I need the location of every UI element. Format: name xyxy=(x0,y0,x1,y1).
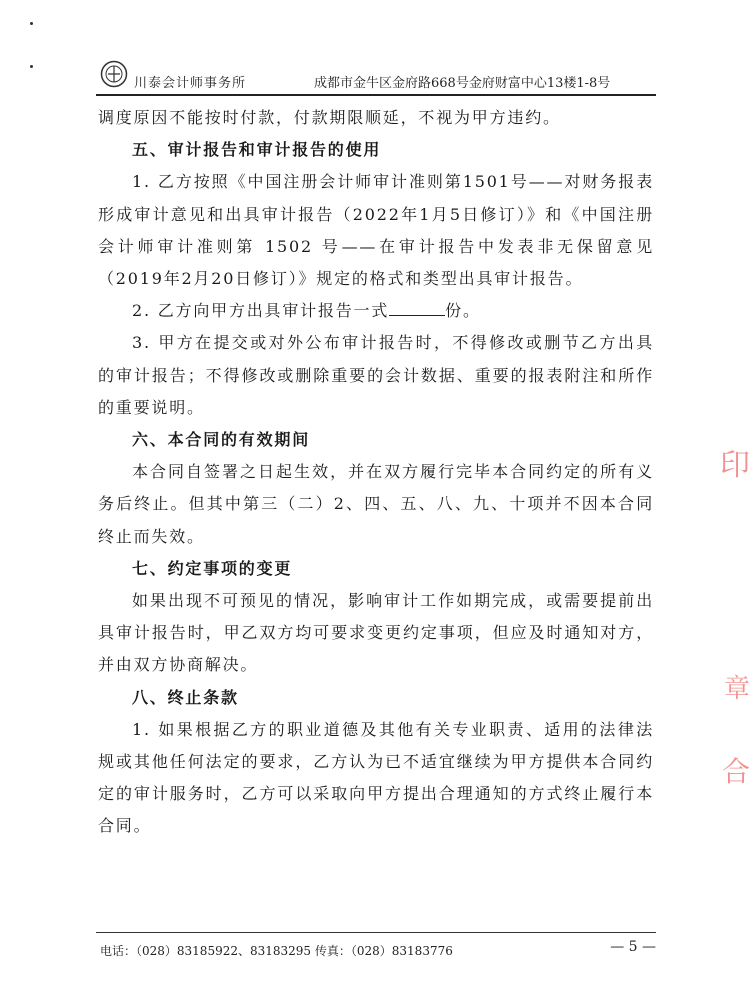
contract-body xyxy=(98,102,654,843)
firm-logo-icon xyxy=(100,60,128,88)
section-heading: 六、本合同的有效期间 xyxy=(132,430,311,450)
section-heading: 五、审计报告和审计报告的使用 xyxy=(132,140,382,160)
seal-fragment: 印 xyxy=(720,448,750,483)
page-header xyxy=(96,60,656,96)
paragraph: 如果出现不可预见的情况，影响审计工作如期完成，或需要提前出具审计报告时，甲乙双方均可要求变更约定事项，但应及时通知对方，并由双方协商解决。 xyxy=(98,591,654,675)
copies-blank xyxy=(389,301,445,316)
copies-text: 2. 乙方向甲方出具审计报告一式 xyxy=(132,301,390,321)
scan-mark xyxy=(30,65,33,68)
contact-info: 电话：（028）83185922、83183295 传真：（028）83183776 xyxy=(100,944,453,958)
page-number: — 5 — xyxy=(610,939,656,955)
paragraph xyxy=(98,295,654,327)
copies-unit: 份。 xyxy=(445,301,481,321)
firm-address: 成都市金牛区金府路668号金府财富中心13楼1-8号 xyxy=(314,76,611,91)
paragraph: 3. 甲方在提交或对外公布审计报告时，不得修改或删节乙方出具的审计报告；不得修改或删除重要的会计数据、重要的报表附注和所作的重要说明。 xyxy=(98,333,654,417)
section-heading: 七、约定事项的变更 xyxy=(132,558,293,578)
seal-fragment: 合 xyxy=(721,755,750,788)
firm-name: 川泰会计师事务所 xyxy=(134,76,247,91)
seal-fragment: 章 xyxy=(723,674,750,704)
paragraph: 1. 乙方按照《中国注册会计师审计准则第1501号——对财务报表形成审计意见和出具审计报告（2022年1月5日修订）》和《中国注册会计师审计准则第 1502 号——在审计报告中发表非无保留意见（2019年2月20日修订）》规定的格式和类型出具审计报告。 xyxy=(98,172,654,289)
page-footer xyxy=(96,932,656,963)
section-heading: 八、终止条款 xyxy=(132,687,239,707)
paragraph: 调度原因不能按时付款，付款期限顺延，不视为甲方违约。 xyxy=(98,108,561,127)
paragraph: 1. 如果根据乙方的职业道德及其他有关专业职责、适用的法律法规或其他任何法定的要求，乙方认为已不适宜继续为甲方提供本合同约定的审计服务时，乙方可以采取向甲方提出合理通知的方式终止履行本合同。 xyxy=(98,719,654,836)
scan-mark xyxy=(30,22,33,25)
paragraph: 本合同自签署之日起生效，并在双方履行完毕本合同约定的所有义务后终止。但其中第三（二）2、四、五、八、九、十项并不因本合同终止而失效。 xyxy=(98,462,654,546)
